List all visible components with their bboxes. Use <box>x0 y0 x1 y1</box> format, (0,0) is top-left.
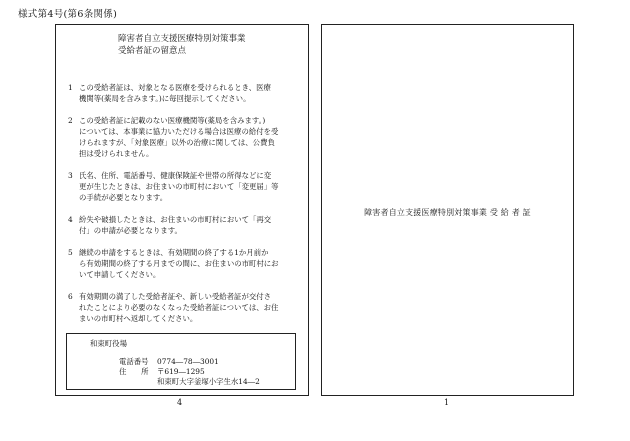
note-line: ら有効期間の終了する月までの間に、お住まいの市町村にお <box>79 259 279 268</box>
postal-code: 〒619―1295 <box>157 367 205 376</box>
note-line: については、本事業に協力いただける場合は医療の給付を受 <box>79 127 279 136</box>
note-index: 5 <box>68 248 73 257</box>
note-item <box>68 170 298 203</box>
notes-list <box>68 82 298 335</box>
address-line <box>119 367 205 377</box>
note-index: 3 <box>68 171 73 180</box>
note-line: けられますが、「対象医療」以外の治療に関しては、公費負 <box>79 138 275 147</box>
notes-heading <box>118 33 246 57</box>
certificate-title: 障害者自立支援医療特別対策事業 受 給 者 証 <box>364 208 531 217</box>
note-line: れたことにより必要のなくなった受給者証については、お住 <box>79 303 279 312</box>
contact-box <box>66 333 296 390</box>
form-number: 様式第4号(第6条関係) <box>18 9 118 20</box>
street-address: 和束町大字釜塚小字生水14―2 <box>157 377 260 386</box>
page-number-right: 1 <box>444 398 450 407</box>
note-line: 機関等(薬局を含みます。)に毎回提示してください。 <box>79 94 251 103</box>
note-item <box>68 115 298 159</box>
note-index: 2 <box>68 116 73 125</box>
note-line: 有効期間の満了した受給者証や、新しい受給者証が交付さ <box>79 292 272 301</box>
left-page <box>55 24 309 396</box>
note-item <box>68 82 298 104</box>
address-label: 住 所 <box>119 367 149 376</box>
address-detail-line <box>119 377 260 387</box>
note-line: まいの市町村へ返却してください。 <box>79 314 198 323</box>
note-item <box>68 291 298 324</box>
note-line: 担は受けられません。 <box>79 149 154 158</box>
note-line: 更が生じたときは、お住まいの市町村において「変更届」等 <box>79 182 279 191</box>
heading-line-1: 障害者自立支援医療特別対策事業 <box>118 34 246 44</box>
note-line: この受給者証は、対象となる医療を受けられるとき、医療 <box>79 83 271 92</box>
note-line: 継続の申請をするときは、有効期間の終了する1か月前か <box>79 248 269 257</box>
note-item <box>68 247 298 280</box>
page-number-left: 4 <box>177 398 183 407</box>
note-index: 1 <box>68 83 73 92</box>
note-line: 紛失や破損したときは、お住まいの市町村において「再交 <box>79 215 272 224</box>
phone-line <box>119 357 219 367</box>
heading-line-2: 受給者証の留意点 <box>118 46 187 56</box>
phone-label: 電話番号 <box>119 357 149 366</box>
right-page <box>321 24 574 396</box>
note-line: の手続が必要となります。 <box>79 193 168 202</box>
note-index: 4 <box>68 215 73 224</box>
note-index: 6 <box>68 292 73 301</box>
note-line: いて申請してください。 <box>79 270 161 279</box>
note-item <box>68 214 298 236</box>
phone-number: 0774―78―3001 <box>157 357 219 366</box>
note-line: 氏名、住所、電話番号、健康保険証や世帯の所得などに変 <box>79 171 272 180</box>
note-line: 付」の申請が必要となります。 <box>79 226 182 235</box>
office-name: 和束町役場 <box>90 339 127 348</box>
note-line: この受給者証に記載のない医療機関等(薬局を含みます。) <box>79 116 266 125</box>
